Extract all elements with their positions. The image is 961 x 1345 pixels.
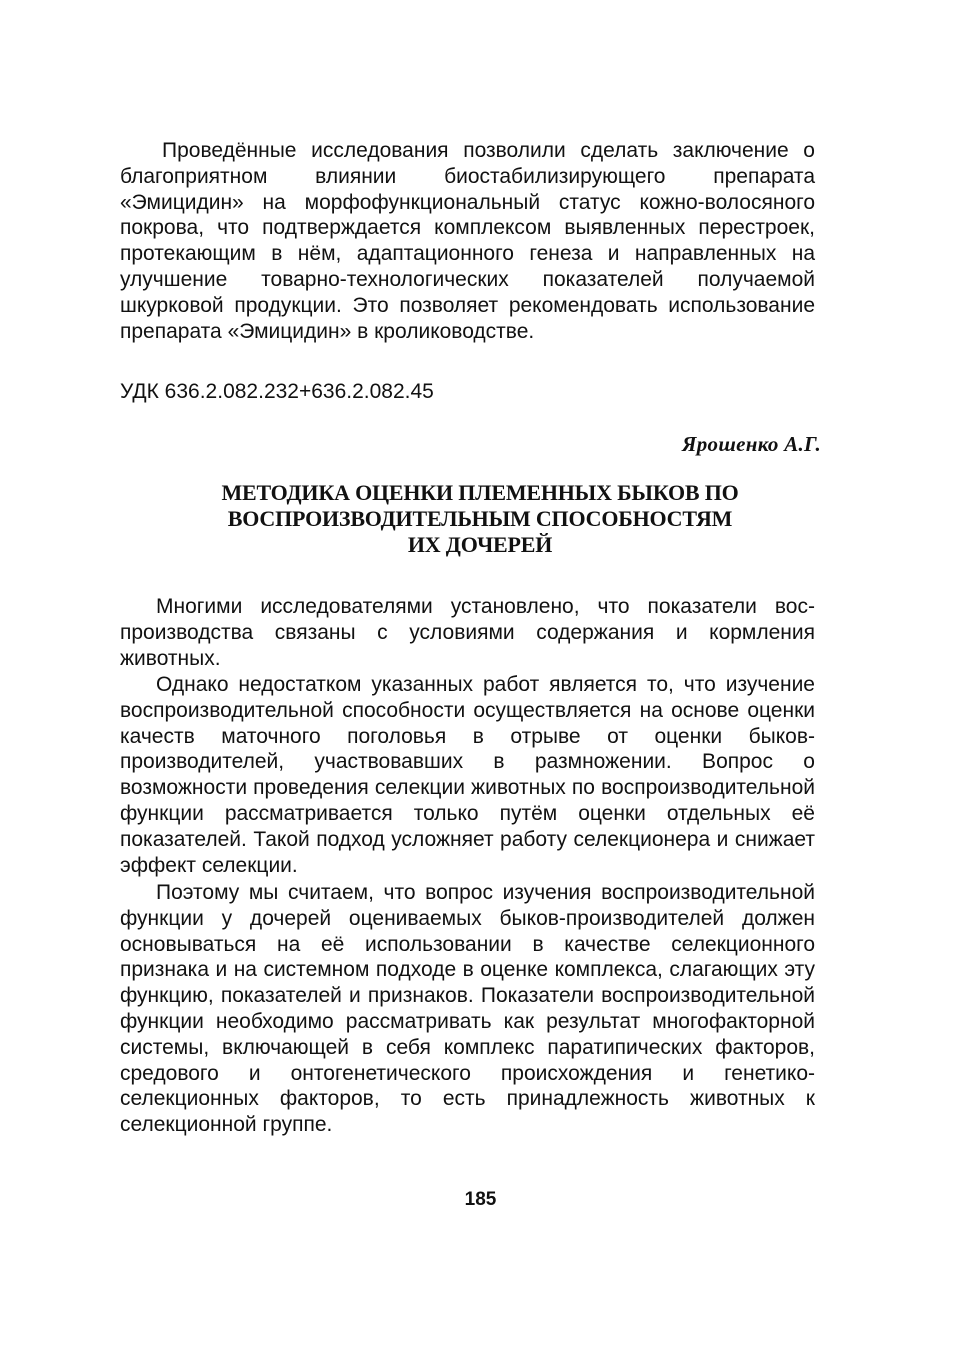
body-paragraph: Поэтому мы считаем, что вопрос изучения воспроизводительной функции у дочерей оцениваемых быков-производителей должен основываться на её использовании в качестве селекционного признака и на системном подходе в оценке комплекса, слагающих эту функцию, показателей и признаков. Показатели воспроизводительной функции необходимо рассматривать как результат многофакторной системы, включающей в себя комплекс паратипических факторов, средового и онтогенетического происхождения и генетико-селекционных факторов, то есть принадлежность животных к селекционной группе. bbox=[120, 881, 815, 1137]
body-paragraph: Многими исследователями установлено, что показатели воспроизводства связаны с условиями содержания и кормления животных. bbox=[120, 595, 815, 670]
title-line: ИХ ДОЧЕРЕЙ bbox=[407, 532, 553, 557]
article-title bbox=[130, 480, 830, 558]
body-paragraph: Однако недостатком указанных работ является то, что изучение воспроизводительной способности осуществляется на основе оценки качеств маточного поголовья в отрыве от оценки быков-производителей, участвовавших в размножении. Вопрос о возможности проведения селекции животных по воспроизводительной функции рассматривается только путём оценки отдельных её показателей. Такой подход усложняет работу селекционера и снижает эффект селекции. bbox=[120, 673, 815, 877]
intro-paragraph: Проведённые исследования позволили сделать заключение о благоприятном влиянии биостабилизирующего препарата «Эмицидин» на морфофункциональный статус кожно-волосяного покрова, что подтверждается комплексом выявленных перестроек, протекающим в нём, адаптационного генеза и направленных на улучшение товарно-технологических показателей получаемой шкурковой продукции. Это позволяет рекомендовать использование препарата «Эмицидин» в кролиководстве. bbox=[120, 139, 815, 343]
page-number: 185 bbox=[464, 1189, 497, 1210]
title-line: ВОСПРОИЗВОДИТЕЛЬНЫМ СПОСОБНОСТЯМ bbox=[227, 506, 733, 531]
author-name: Ярошенко А.Г. bbox=[681, 432, 821, 456]
title-line: МЕТОДИКА ОЦЕНКИ ПЛЕМЕННЫХ БЫКОВ ПО bbox=[221, 480, 739, 505]
udk-code: УДК 636.2.082.232+636.2.082.45 bbox=[120, 380, 434, 403]
